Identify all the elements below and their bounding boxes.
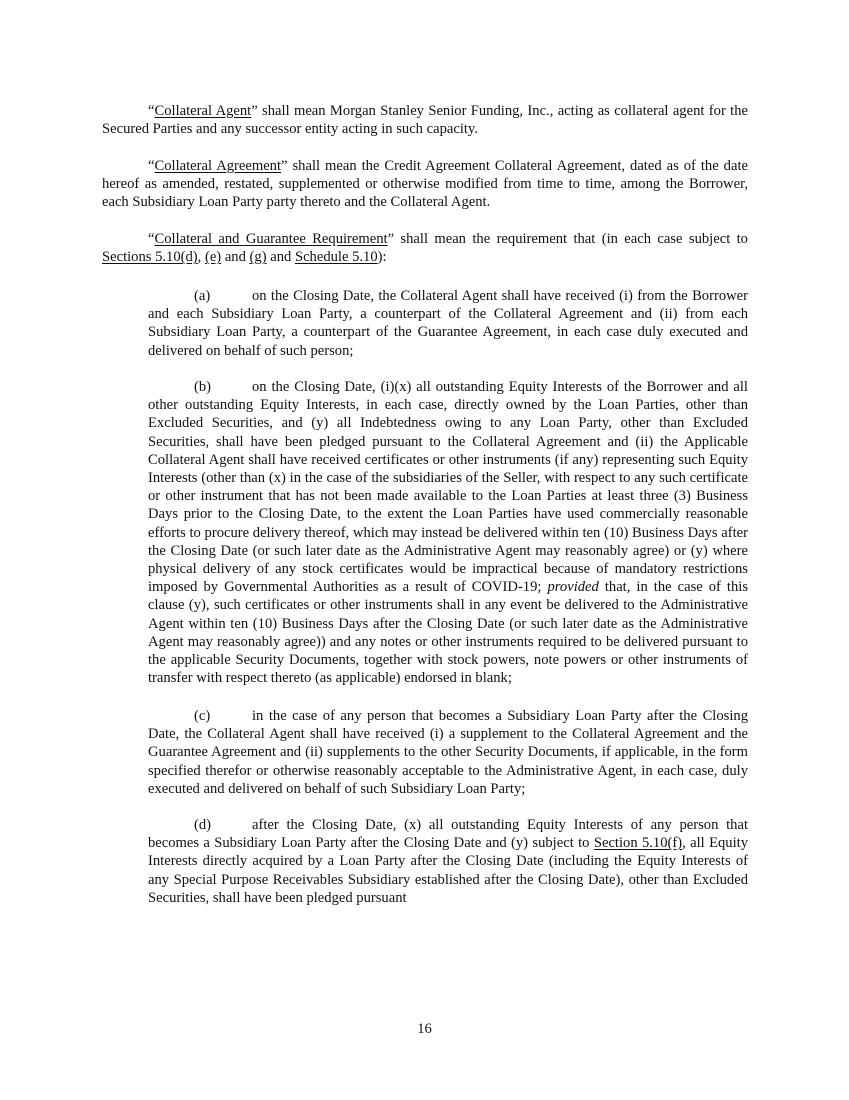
open-quote: “	[148, 158, 155, 174]
clause-label: (d)	[194, 817, 212, 833]
page-number: 16	[417, 1021, 432, 1037]
open-quote: “	[148, 103, 155, 119]
clause-text: after the Closing Date, (x) all outstanding Equity Interests of any person that becomes a Subsidiary Loan Party after the Closing Date and (y) subject to	[148, 817, 748, 852]
clause-b	[148, 378, 748, 687]
clause-text-continued: that, in the case of this clause (y), such certificates or other instruments shall in any event be delivered to the Administrative Agent within ten (10) Business Days after the Closing Date (or such later date as the Administrative Agent may reasonably agree)) and any notes or other instruments required to be delivered pursuant to the applicable Security Documents, together with stock powers, note powers or other instruments of transfer with respect thereto (as applicable) endorsed in blank;	[148, 579, 748, 687]
clause-label: (a)	[194, 288, 211, 304]
clause-text: on the Closing Date, the Collateral Agent shall have received (i) from the Borrower and each Subsidiary Loan Party, a counterpart of the Collateral Agreement and (ii) from each Subsidiary Loan Party, a counterpart of the Guarantee Agreement, in each case duly executed and delivered on behalf of such person;	[148, 288, 748, 359]
clause-a	[148, 287, 748, 360]
clause-c	[148, 707, 748, 798]
definition-collateral-agent	[102, 102, 748, 138]
clause-label: (b)	[194, 379, 212, 395]
section-reference: (e)	[204, 249, 222, 266]
clause-label: (c)	[194, 708, 211, 724]
schedule-reference: Schedule 5.10	[294, 249, 378, 266]
open-quote: “	[148, 231, 155, 247]
definition-text-end: ):	[377, 249, 387, 266]
proviso-term: provided	[547, 579, 599, 596]
definition-text: ” shall mean the Credit Agreement Collateral Agreement, dated as of the date hereof as amended, restated, supplemented or otherwise modified from time to time, among the Borrower, each Subsidiary Loan Party party thereto and the Collateral Agent.	[102, 158, 748, 211]
defined-term: Collateral Agent	[154, 103, 252, 119]
definition-collateral-guarantee-requirement	[102, 230, 748, 266]
section-reference: Section 5.10(f)	[593, 835, 683, 852]
defined-term: Collateral and Guarantee Requirement	[154, 231, 388, 247]
separator-text: ,	[197, 249, 205, 266]
definition-collateral-agreement	[102, 157, 748, 212]
definition-text: ” shall mean Morgan Stanley Senior Funding, Inc., acting as collateral agent for the Secured Parties and any successor entity acting in such capacity.	[102, 103, 748, 138]
clause-text: in the case of any person that becomes a Subsidiary Loan Party after the Closing Date, the Collateral Agent shall have received (i) a supplement to the Collateral Agreement and the Guarantee Agreement and (ii) supplements to the other Security Documents, if applicable, in the form specified therefor or otherwise reasonably acceptable to the Administrative Agent, in each case, duly executed and delivered on behalf of such Subsidiary Loan Party;	[148, 708, 748, 797]
section-reference: Sections 5.10(d)	[102, 249, 198, 266]
separator-text: and	[266, 249, 295, 266]
clause-text: on the Closing Date, (i)(x) all outstanding Equity Interests of the Borrower and all other outstanding Equity Interests, in each case, directly owned by the Loan Parties, other than Excluded Securities, and (y) all Indebtedness owing to any Loan Party, other than Excluded Securities, shall have been pledged pursuant to the Collateral Agreement and (ii) the Applicable Collateral Agent shall have received certificates or other instruments (if any) representing such Equity Interests (other than (x) in the case of the subsidiaries of the Seller, with respect to any such certificate or other instrument that has not been made available to the Loan Parties at least three (3) Business Days prior to the Closing Date, to the extent the Loan Parties have used commercially reasonable efforts to procure delivery thereof, which may instead be delivered within ten (10) Business Days after the Closing Date (or such later date as the Administrative Agent may reasonably agree) or (y) where physical delivery of any stock certificates would be impractical because of mandatory restrictions imposed by Governmental Authorities as a result of COVID-19;	[148, 379, 748, 596]
clause-text-continued: , all Equity Interests directly acquired by a Loan Party after the Closing Date (including the Equity Interests of any Special Purpose Receivables Subsidiary established after the Closing Date), other than Excluded Securities, shall have been pledged pursuant	[148, 835, 748, 906]
section-reference: (g)	[249, 249, 267, 266]
separator-text: and	[221, 249, 250, 266]
definition-text: ” shall mean the requirement that (in each case subject to	[387, 231, 748, 247]
clause-d	[148, 816, 748, 907]
defined-term: Collateral Agreement	[154, 158, 282, 174]
